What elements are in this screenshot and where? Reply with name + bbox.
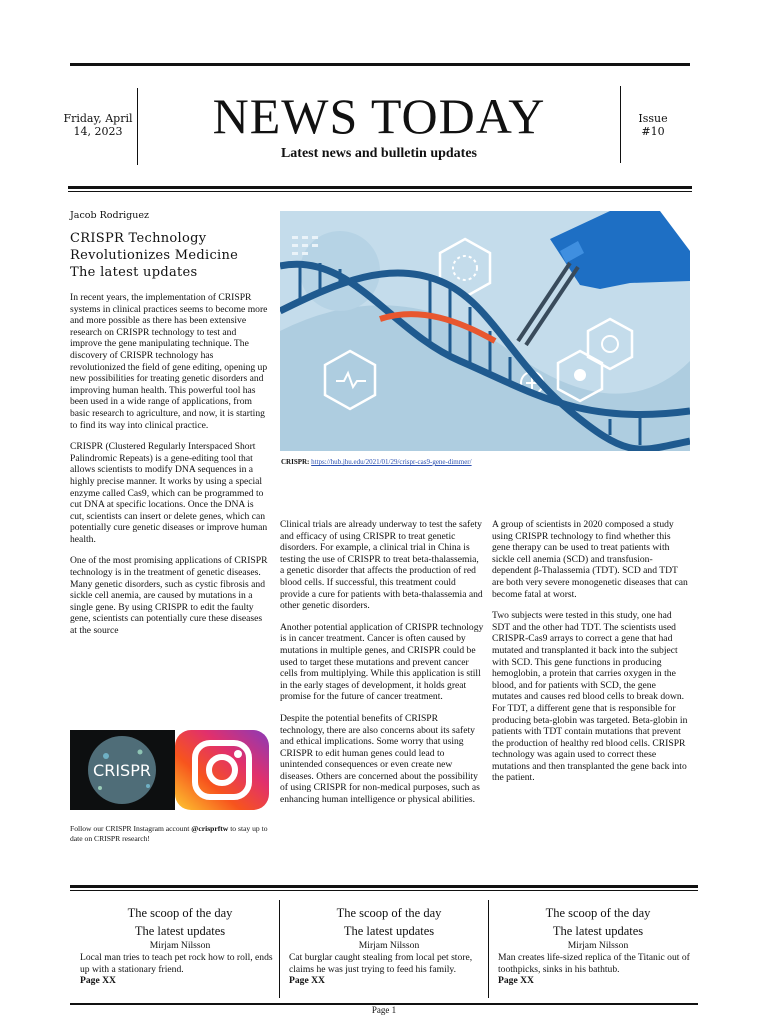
scoop-author: Mirjam Nilsson [358, 940, 420, 951]
bottom-rule-thin [70, 890, 698, 891]
crispr-logo [70, 730, 175, 810]
paragraph: CRISPR (Clustered Regularly Interspaced Short Palindromic Repeats) is a gene-editing tool that allows scientists to modify DNA sequences in a highly precise manner. It works by using a special enzyme called Cas9, which can be programmed to cut DNA at specific locations. Once the DNA is cut, scientists can insert or delete genes, which can potentially cure genetic diseases or improve human health. [70, 441, 268, 545]
page-number: Page 1 [371, 1005, 397, 1015]
masthead-divider-right [620, 86, 621, 163]
scoop-heading: The scoop of the day [127, 906, 233, 920]
instagram-icon[interactable] [175, 730, 269, 810]
scoop-page-ref[interactable]: Page XX [498, 975, 534, 986]
paragraph: In recent years, the implementation of CRISPR systems in clinical practices seems to become more and more possible as there has been extensive research on CRISPR technology to test and improve the gene manipulating technique. The discovery of CRISPR technology has revolutionized the field of gene editing, opening up new possibilities for treating genetic disorders and improving human health. This powerful tool has been used in a wide range of applications, from basic research to agriculture, and now, it is starting to find its way into clinical practice. [70, 292, 268, 431]
headline-line-3: The latest updates [70, 265, 198, 280]
masthead-rule-thick [68, 186, 692, 189]
paragraph: Another potential application of CRISPR technology is in cancer treatment. Cancer is often caused by mutations in multiple genes, and CRISPR could be used to target these mutations and prevent cancer cells from multiplying. While this application is still in the early stages of development, it holds great promise for the future of cancer treatment. [280, 621, 484, 703]
article-column-3 [492, 519, 688, 794]
follow-text: Follow our CRISPR Instagram account [70, 824, 192, 833]
issue-date: Friday, April 14, 2023 [63, 112, 133, 138]
crispr-illustration [280, 211, 690, 451]
dna-editing-illustration [280, 211, 690, 451]
scoop-heading: The scoop of the day [336, 906, 442, 920]
scoop-text: Man creates life-sized replica of the Titanic out of toothpicks, sinks in his bathtub. [498, 952, 690, 975]
scoop-text: Local man tries to teach pet rock how to roll, ends up with a stationary friend. [80, 952, 273, 975]
scoop-subheading: The latest updates [134, 924, 226, 938]
scoop-box-3 [498, 904, 698, 987]
crispr-logo-text: CRISPR [93, 761, 151, 780]
issue-number: Issue #10 [638, 112, 668, 138]
caption-link[interactable]: https://hub.jhu.edu/2021/01/29/crispr-cas9-gene-dimmer/ [311, 458, 472, 466]
top-rule [70, 63, 690, 66]
scoop-page-ref[interactable]: Page XX [80, 975, 116, 986]
newspaper-tagline: Latest news and bulletin updates [280, 146, 478, 161]
bottom-rule-thick [70, 885, 698, 888]
article-column-1 [70, 292, 270, 647]
follow-text-end: to stay up to date on CRISPR research! [70, 824, 268, 843]
article-author: Jacob Rodriguez [70, 210, 149, 221]
scoop-author: Mirjam Nilsson [149, 940, 211, 951]
paragraph: Clinical trials are already underway to test the safety and efficacy of using CRISPR to treat genetic disorders. For example, a clinical trial in China is testing the use of CRISPR to treat beta-thalassemia, a genetic disorder that affects the production of red blood cells. If successful, this treatment could provide a cure for patients with beta-thalassemia and other genetic disorders. [280, 519, 483, 612]
instagram-handle[interactable]: @crisprftw [191, 824, 229, 833]
scoop-subheading: The latest updates [343, 924, 435, 938]
paragraph: One of the most promising applications of CRISPR technology is in the treatment of genetic diseases. Many genetic disorders, such as cystic fibrosis and sickle cell anemia, are caused by mutations in a single gene. By using CRISPR to edit the faulty gene, scientists can potentially cure these diseases at the source [70, 555, 268, 637]
scoop-subheading: The latest updates [552, 924, 644, 938]
headline-line-1: CRISPR Technology [70, 231, 207, 246]
masthead-divider-left [137, 88, 138, 165]
masthead-rule-thin [68, 191, 692, 192]
image-caption [281, 458, 472, 466]
instagram-follow-note [70, 824, 270, 843]
article-headline [70, 230, 270, 281]
scoop-text: Cat burglar caught stealing from local pet store, claims he was just trying to feed his family. [289, 952, 473, 975]
scoop-box-2 [289, 904, 489, 987]
scoop-author: Mirjam Nilsson [567, 940, 629, 951]
newspaper-title: NEWS TODAY [212, 88, 546, 144]
caption-label: CRISPR: [281, 458, 312, 466]
scoop-page-ref[interactable]: Page XX [289, 975, 325, 986]
paragraph: Despite the potential benefits of CRISPR technology, there are also concerns about its safety and ethical implications. Some worry that using CRISPR to edit human genes could lead to unintended consequences or even create new diseases. Others are concerned about the possibility of using CRISPR for non-medical purposes, such as enhancing human intelligence or physical abilities. [280, 712, 480, 806]
headline-line-2: Revolutionizes Medicine [70, 248, 239, 263]
scoop-heading: The scoop of the day [545, 906, 651, 920]
paragraph: A group of scientists in 2020 composed a study using CRISPR technology to find whether this gene therapy can be used to treat patients with sickle cell anemia (SCD) and transfusion-dependent β-Thalassemia (TDT). SCD and TDT are both very severe monogenetic diseases that can become fatal at worst. [492, 519, 688, 600]
paragraph: Two subjects were tested in this study, one had SDT and the other had TDT. The scientists used CRISPR-Cas9 arrays to correct a gene that had mutated and transplanted it back into the subject with SCD. This gene functions in producing hemoglobin, a protein that carries oxygen in the blood, and for patients with SCD, the gene mutates and causes red blood cells to break down. For TDT, a different gene that is responsible for producing beta-globin was targeted. Beta-globin in patients with TDT contain mutations that prevent the production of healthy red blood cells. CRISPR technology was again used to correct these mutations and then transplanted the gene back into the patient. [492, 610, 688, 784]
article-column-2 [280, 519, 484, 816]
scoop-box-1 [80, 904, 280, 987]
